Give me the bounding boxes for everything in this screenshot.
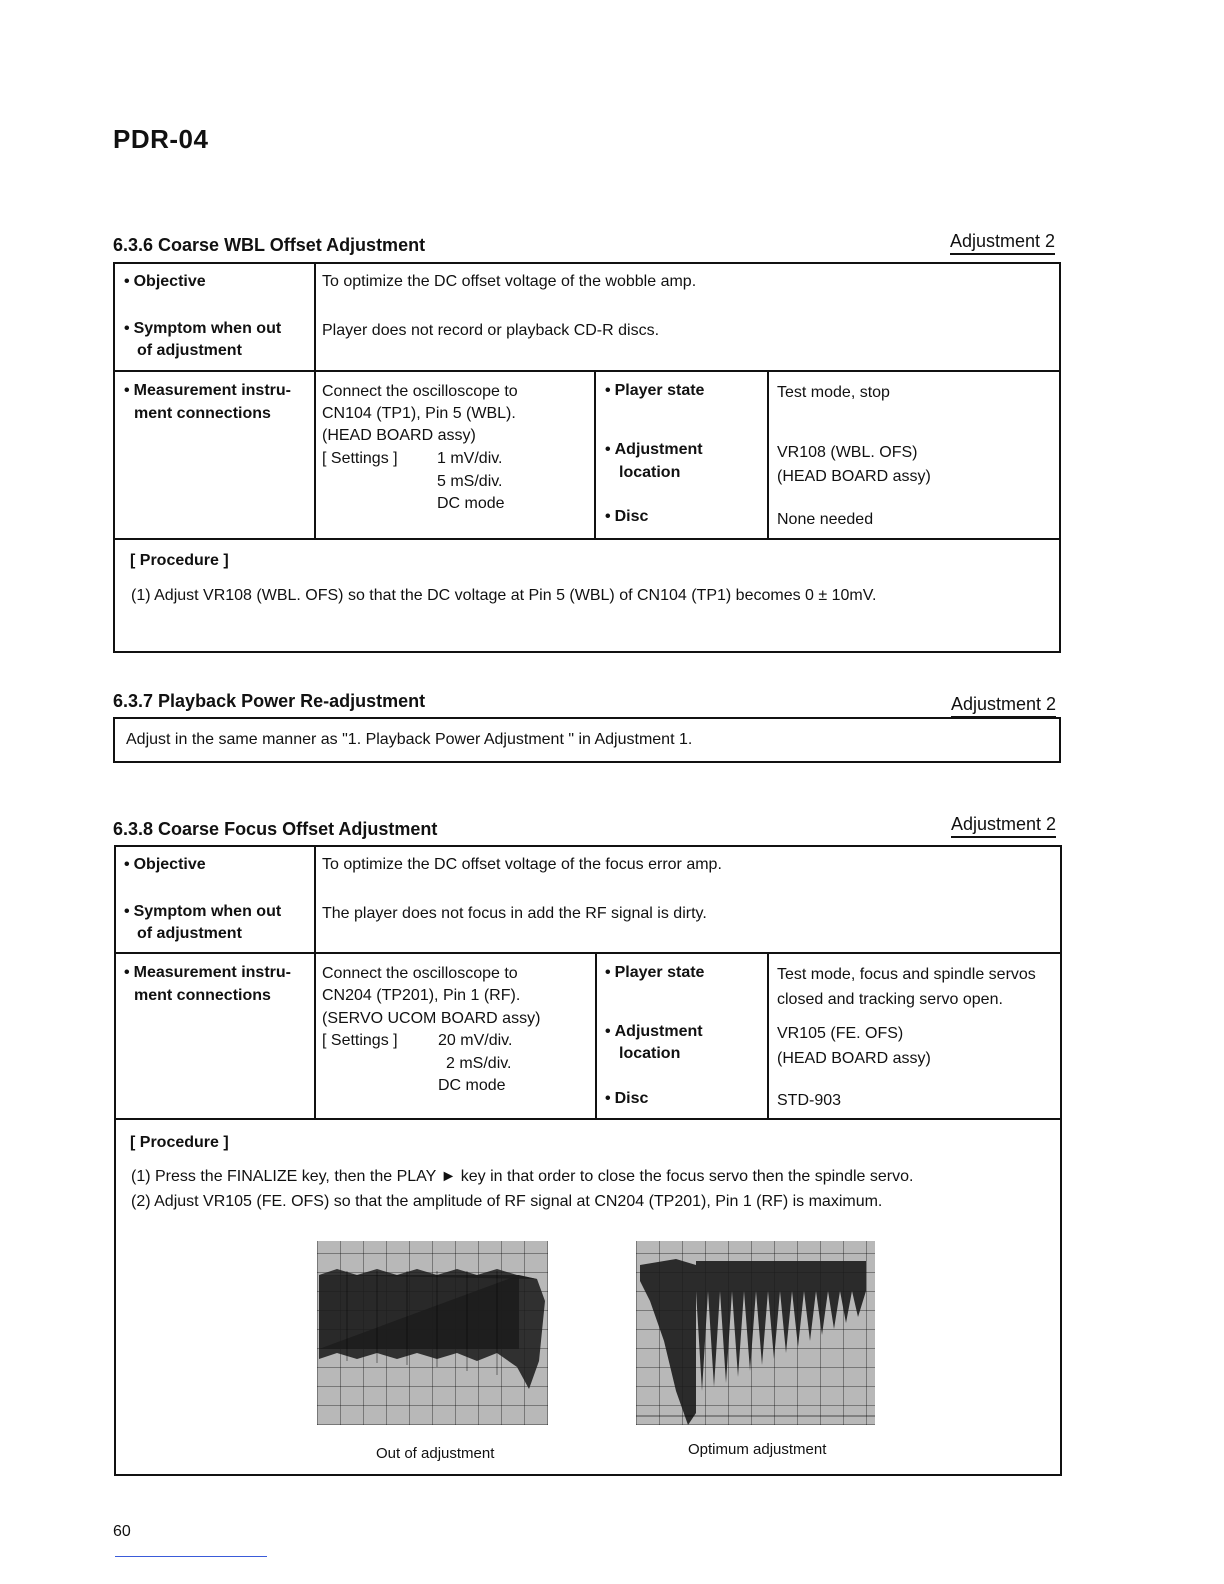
settings-value: 20 mV/div. bbox=[438, 1032, 513, 1049]
section-638-table bbox=[114, 845, 1062, 1476]
player-state-value: Test mode, stop bbox=[777, 384, 890, 401]
procedure-step: (2) Adjust VR105 (FE. OFS) so that the amplitude of RF signal at CN204 (TP201), Pin 1 (RF) is maximum. bbox=[131, 1193, 883, 1210]
procedure-label: [ Procedure ] bbox=[130, 1134, 229, 1151]
measurement-line: Connect the oscilloscope to bbox=[322, 383, 518, 400]
settings-value: DC mode bbox=[437, 495, 505, 512]
objective-text: To optimize the DC offset voltage of the wobble amp. bbox=[322, 273, 697, 290]
player-state-label: • Player state bbox=[605, 962, 704, 984]
adjustment-location-label: • Adjustment bbox=[605, 1021, 703, 1043]
caption-out-of-adjustment: Out of adjustment bbox=[376, 1445, 495, 1462]
settings-value: 1 mV/div. bbox=[437, 450, 503, 467]
disc-value: None needed bbox=[777, 511, 874, 528]
settings-label: [ Settings ] bbox=[322, 1032, 398, 1049]
section-637-text: Adjust in the same manner as "1. Playback Power Adjustment " in Adjustment 1. bbox=[126, 731, 693, 748]
settings-label: [ Settings ] bbox=[322, 450, 398, 467]
settings-value: 5 mS/div. bbox=[437, 473, 503, 490]
measurement-line: (SERVO UCOM BOARD assy) bbox=[322, 1010, 541, 1027]
section-638-title: 6.3.8 Coarse Focus Offset Adjustment bbox=[113, 819, 438, 839]
settings-value: 2 mS/div. bbox=[446, 1055, 512, 1072]
model-title: PDR-04 bbox=[113, 124, 209, 154]
measurement-label-cont: ment connections bbox=[134, 987, 271, 1004]
symptom-label-cont: of adjustment bbox=[137, 925, 242, 942]
page-number: 60 bbox=[113, 1523, 131, 1540]
measurement-line: Connect the oscilloscope to bbox=[322, 965, 518, 982]
adjustment-location-label-cont: location bbox=[619, 464, 681, 481]
settings-value: DC mode bbox=[438, 1077, 506, 1094]
section-636-tag: Adjustment 2 bbox=[950, 231, 1055, 255]
waveform-optimum-adjustment-image bbox=[636, 1241, 875, 1425]
disc-label: • Disc bbox=[605, 1088, 648, 1110]
adjustment-location-label-cont: location bbox=[619, 1045, 681, 1062]
player-state-value: Test mode, focus and spindle servos bbox=[777, 966, 1036, 983]
symptom-label-cont: of adjustment bbox=[137, 342, 242, 359]
symptom-label: • Symptom when out bbox=[124, 901, 281, 923]
procedure-step: (1) Adjust VR108 (WBL. OFS) so that the DC voltage at Pin 5 (WBL) of CN104 (TP1) becomes 0 ± 10mV. bbox=[131, 587, 877, 604]
section-637-tag: Adjustment 2 bbox=[951, 694, 1056, 718]
disc-value: STD-903 bbox=[777, 1092, 842, 1109]
objective-label: • Objective bbox=[124, 271, 206, 293]
waveform-out-of-adjustment-image bbox=[317, 1241, 548, 1425]
measurement-line: CN104 (TP1), Pin 5 (WBL). bbox=[322, 405, 516, 422]
section-637-title: 6.3.7 Playback Power Re-adjustment bbox=[113, 691, 426, 711]
adjustment-location-value: (HEAD BOARD assy) bbox=[777, 1050, 931, 1067]
section-638-tag: Adjustment 2 bbox=[951, 814, 1056, 838]
adjustment-location-value: VR108 (WBL. OFS) bbox=[777, 444, 918, 461]
disc-label: • Disc bbox=[605, 506, 648, 528]
procedure-step: (1) Press the FINALIZE key, then the PLAY ► key in that order to close the focus servo then the spindle servo. bbox=[131, 1168, 914, 1185]
player-state-value: closed and tracking servo open. bbox=[777, 991, 1003, 1008]
player-state-label: • Player state bbox=[605, 380, 704, 402]
measurement-label: • Measurement instru- bbox=[124, 962, 291, 984]
adjustment-location-value: (HEAD BOARD assy) bbox=[777, 468, 931, 485]
measurement-line: CN204 (TP201), Pin 1 (RF). bbox=[322, 987, 521, 1004]
objective-label: • Objective bbox=[124, 854, 206, 876]
symptom-text: Player does not record or playback CD-R discs. bbox=[322, 322, 660, 339]
caption-optimum-adjustment: Optimum adjustment bbox=[688, 1441, 827, 1458]
adjustment-location-value: VR105 (FE. OFS) bbox=[777, 1025, 904, 1042]
measurement-label-cont: ment connections bbox=[134, 405, 271, 422]
objective-text: To optimize the DC offset voltage of the focus error amp. bbox=[322, 856, 722, 873]
procedure-label: [ Procedure ] bbox=[130, 552, 229, 569]
measurement-label: • Measurement instru- bbox=[124, 380, 291, 402]
adjustment-location-label: • Adjustment bbox=[605, 439, 703, 461]
measurement-line: (HEAD BOARD assy) bbox=[322, 427, 476, 444]
section-636-title: 6.3.6 Coarse WBL Offset Adjustment bbox=[113, 235, 426, 255]
footer-rule bbox=[115, 1556, 267, 1557]
symptom-text: The player does not focus in add the RF signal is dirty. bbox=[322, 905, 707, 922]
symptom-label: • Symptom when out bbox=[124, 318, 281, 340]
